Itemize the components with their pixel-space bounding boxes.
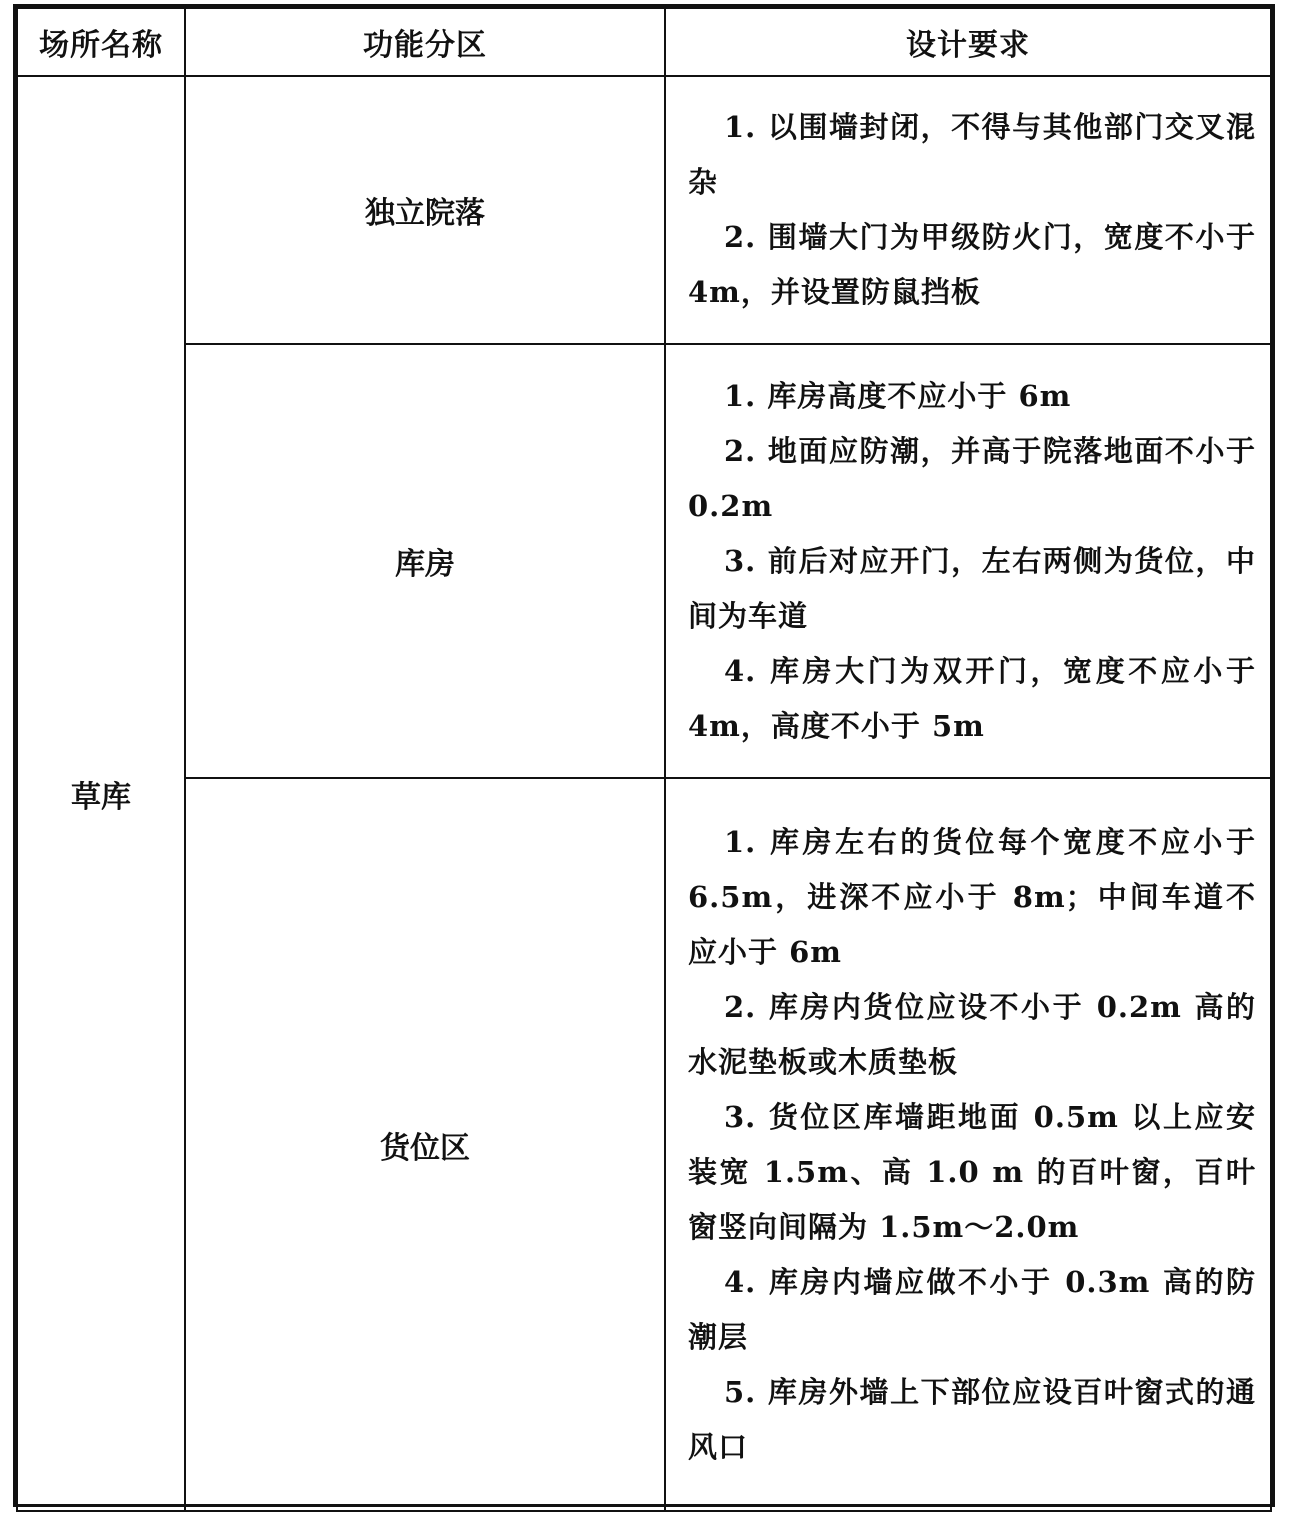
- requirement-item: 2. 围墙大门为甲级防火门，宽度不小于 4m，并设置防鼠挡板: [688, 220, 1256, 309]
- header-requirements: 设计要求: [665, 8, 1271, 76]
- table-row: [17, 778, 1271, 1511]
- requirement-item: 1. 库房左右的货位每个宽度不应小于 6.5m，进深不应小于 8m；中间车道不应小于 6m: [688, 824, 1256, 969]
- requirements-cell: [665, 344, 1271, 778]
- requirement-item: 3. 前后对应开门，左右两侧为货位，中间为车道: [688, 543, 1256, 633]
- table-row: [17, 344, 1271, 778]
- header-place: 场所名称: [17, 8, 185, 76]
- requirement-item: 1. 库房高度不应小于 6m: [724, 378, 1072, 413]
- requirements-cell: [665, 76, 1271, 344]
- design-requirements-table: [13, 4, 1275, 1507]
- place-cell: 草库: [17, 76, 185, 1511]
- header-row: [17, 8, 1271, 76]
- zone-cell: 货位区: [185, 778, 665, 1511]
- table-row: [17, 76, 1271, 344]
- requirements-cell: [665, 778, 1271, 1511]
- requirement-item: 2. 库房内货位应设不小于 0.2m 高的水泥垫板或木质垫板: [688, 989, 1256, 1079]
- header-zone: 功能分区: [185, 8, 665, 76]
- requirement-item: 2. 地面应防潮，并高于院落地面不小于 0.2m: [688, 433, 1256, 523]
- requirement-item: 4. 库房大门为双开门，宽度不应小于 4m，高度不小于 5m: [688, 653, 1256, 743]
- zone-cell: 库房: [185, 344, 665, 778]
- requirement-item: 1. 以围墙封闭，不得与其他部门交叉混杂: [688, 110, 1256, 199]
- requirement-item: 3. 货位区库墙距地面 0.5m 以上应安装宽 1.5m、高 1.0 m 的百叶窗，百叶窗竖向间隔为 1.5m～2.0m: [688, 1099, 1256, 1244]
- zone-cell: 独立院落: [185, 76, 665, 344]
- table: [16, 7, 1272, 1512]
- requirement-item: 4. 库房内墙应做不小于 0.3m 高的防潮层: [688, 1264, 1256, 1354]
- requirement-item: 5. 库房外墙上下部位应设百叶窗式的通风口: [688, 1374, 1256, 1464]
